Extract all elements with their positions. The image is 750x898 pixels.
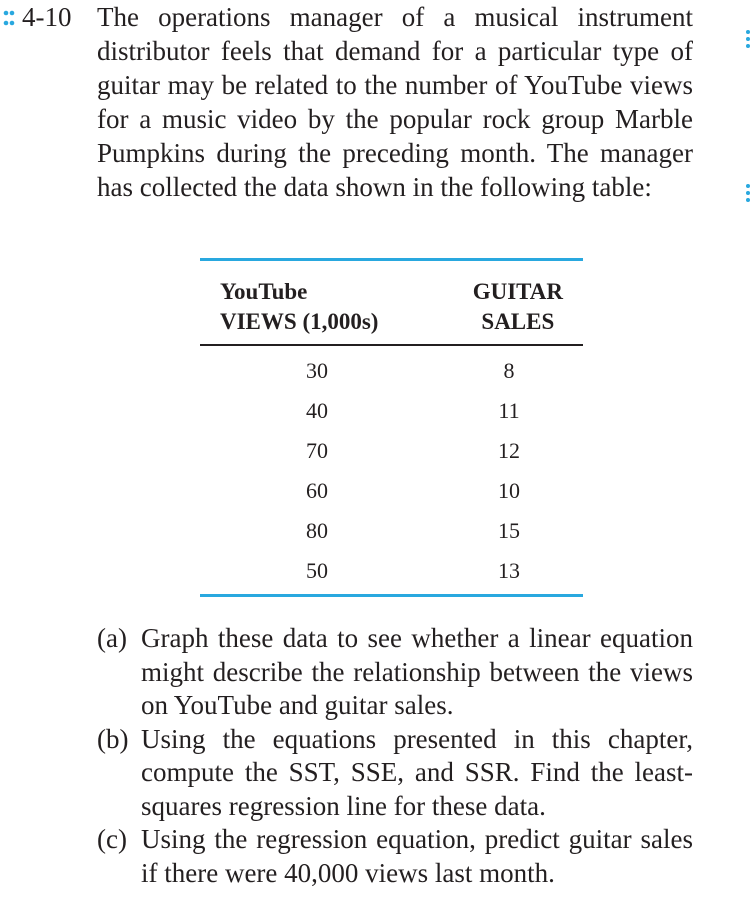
question-label: (b) [97, 723, 129, 754]
question-text: Using the regression equation, predict guitar sales if there were 40,000 views last month. [141, 824, 693, 888]
margin-mark-icon [744, 28, 750, 50]
table-row [200, 472, 583, 512]
views-cell: 50 [306, 558, 328, 583]
table-row [200, 552, 583, 592]
sales-cell: 11 [498, 398, 520, 423]
question-text: Using the equations presented in this chapter, compute the SST, SSE, and SSR. Find the least-squares regression line for these data. [141, 723, 693, 821]
views-cell: 30 [306, 358, 328, 383]
column-header-views: YouTube VIEWS (1,000s) [220, 279, 379, 334]
sales-cell: 10 [498, 478, 520, 503]
problem-marker-icon [2, 8, 18, 28]
views-cell: 80 [306, 518, 328, 543]
sales-cell: 15 [498, 518, 520, 543]
sales-cell: 13 [498, 558, 520, 583]
table-header [200, 261, 583, 344]
question-label: (c) [97, 824, 127, 854]
table-row [200, 392, 583, 432]
sales-cell: 12 [498, 438, 520, 463]
table-row [200, 352, 583, 392]
problem-statement: The operations manager of a musical instrument distributor feels that demand for a particular type of guitar may be related to the number of YouTube views for a music video by the popular rock group Marble Pumpkins during the preceding month. The manager has collected the data shown in the following table: [97, 2, 693, 202]
question-list [97, 622, 693, 890]
views-cell: 70 [306, 438, 328, 463]
question-label: (a) [97, 623, 127, 653]
question-item [97, 823, 693, 890]
question-text: Graph these data to see whether a linear equation might describe the relationship between the views on YouTube and guitar sales. [141, 623, 693, 720]
table-row [200, 432, 583, 472]
margin-mark-icon [744, 182, 750, 204]
question-item [97, 622, 693, 723]
sales-cell: 8 [503, 358, 515, 383]
table-row [200, 512, 583, 552]
data-table [200, 258, 583, 597]
table-body [200, 346, 583, 594]
views-cell: 40 [306, 398, 328, 423]
views-cell: 60 [306, 478, 328, 503]
question-item [97, 723, 693, 824]
problem-number: 4-10 [22, 2, 72, 32]
column-header-sales: GUITAR SALES [472, 279, 563, 334]
table-bottom-rule [200, 594, 583, 597]
